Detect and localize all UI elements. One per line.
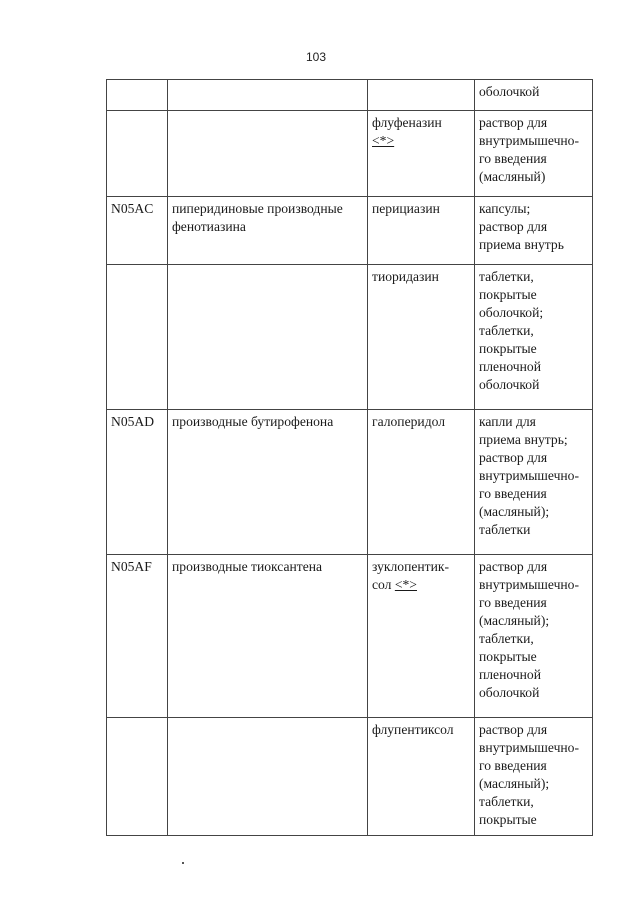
dosage-form-cell <box>475 718 593 836</box>
drug-name-row <box>372 413 470 431</box>
table-row <box>107 410 593 555</box>
dosage-form-line: го введения <box>479 151 547 166</box>
dosage-form-line: покрытые <box>479 812 537 827</box>
footnote-ref-link[interactable]: <*> <box>372 133 395 148</box>
atc-code-cell <box>107 197 168 265</box>
dosage-form-line: раствор для <box>479 450 548 465</box>
dosage-form-line: (масляный); <box>479 613 550 628</box>
drug-name-cell <box>368 111 475 197</box>
dosage-form-line: (масляный); <box>479 504 550 519</box>
pharm-group-cell <box>168 111 368 197</box>
dosage-form-line: го введения <box>479 595 547 610</box>
dosage-form-line: раствор для <box>479 559 548 574</box>
atc-code-cell <box>107 718 168 836</box>
dosage-form-line: покрытые <box>479 287 537 302</box>
table-row <box>107 555 593 718</box>
dosage-form-line: пленочной <box>479 359 541 374</box>
dosage-form-line: внутримышечно- <box>479 133 580 148</box>
atc-code-cell <box>107 265 168 410</box>
pharm-group-cell <box>168 555 368 718</box>
drug-name-row <box>372 114 470 132</box>
pharm-group-line: фенотиазина <box>172 219 246 234</box>
drug-ref-row <box>372 132 470 150</box>
dosage-form-cell <box>475 410 593 555</box>
dosage-form-cell <box>475 265 593 410</box>
pharm-group-cell <box>168 197 368 265</box>
drug-name-line: галоперидол <box>372 414 446 429</box>
pharm-group-cell <box>168 80 368 111</box>
dosage-form-line: го введения <box>479 486 547 501</box>
dosage-form-cell <box>475 111 593 197</box>
dosage-form-line: раствор для <box>479 219 548 234</box>
dosage-form-line: приема внутрь; <box>479 432 568 447</box>
dosage-form-line: покрытые <box>479 649 537 664</box>
dosage-form-line: приема внутрь <box>479 237 564 252</box>
drug-name-cell <box>368 197 475 265</box>
atc-code: N05AD <box>111 414 155 429</box>
atc-code-cell <box>107 410 168 555</box>
atc-code-cell <box>107 111 168 197</box>
drug-name-cell <box>368 80 475 111</box>
drug-name-line: сол <box>372 577 392 592</box>
table-row <box>107 197 593 265</box>
pharm-group-cell <box>168 410 368 555</box>
footnote-ref-link[interactable]: <*> <box>394 577 417 592</box>
pharm-group-cell <box>168 718 368 836</box>
table-row <box>107 80 593 111</box>
dosage-form-line: таблетки, <box>479 323 534 338</box>
atc-code: N05AC <box>111 201 154 216</box>
dosage-form-line: капсулы; <box>479 201 531 216</box>
drug-name-row <box>372 576 470 594</box>
drug-name-cell <box>368 410 475 555</box>
dosage-form-line: таблетки <box>479 522 531 537</box>
stray-mark <box>182 862 184 864</box>
dosage-form-line: оболочкой <box>479 84 540 99</box>
dosage-form-line: го введения <box>479 758 547 773</box>
dosage-form-line: капли для <box>479 414 536 429</box>
table-row <box>107 111 593 197</box>
dosage-form-line: пленочной <box>479 667 541 682</box>
pharm-group-cell <box>168 265 368 410</box>
drug-name-row <box>372 200 470 218</box>
dosage-form-line: покрытые <box>479 341 537 356</box>
dosage-form-cell <box>475 80 593 111</box>
dosage-form-line: (масляный); <box>479 776 550 791</box>
dosage-form-line: раствор для <box>479 115 548 130</box>
dosage-form-line: оболочкой <box>479 685 540 700</box>
drug-name-cell <box>368 555 475 718</box>
dosage-form-line: оболочкой; <box>479 305 544 320</box>
dosage-form-line: внутримышечно- <box>479 740 580 755</box>
dosage-form-cell <box>475 197 593 265</box>
drug-name-line: флуфеназин <box>372 115 442 130</box>
pharm-group-line: производные тиоксантена <box>172 559 323 574</box>
atc-code-cell <box>107 80 168 111</box>
drug-name-row <box>372 721 470 739</box>
dosage-form-line: оболочкой <box>479 377 540 392</box>
dosage-form-line: таблетки, <box>479 269 534 284</box>
page-number: 103 <box>305 50 327 64</box>
table-body <box>107 80 593 836</box>
drug-name-cell <box>368 718 475 836</box>
dosage-form-line: внутримышечно- <box>479 577 580 592</box>
atc-code: N05AF <box>111 559 152 574</box>
dosage-form-line: внутримышечно- <box>479 468 580 483</box>
table-row <box>107 265 593 410</box>
drug-name-line: тиоридазин <box>372 269 439 284</box>
atc-code-cell <box>107 555 168 718</box>
dosage-form-line: (масляный) <box>479 169 546 184</box>
pharm-group-line: пиперидиновые производные <box>172 201 343 216</box>
drug-name-line: зуклопентик- <box>372 559 449 574</box>
dosage-form-cell <box>475 555 593 718</box>
drug-name-cell <box>368 265 475 410</box>
table-row <box>107 718 593 836</box>
drug-name-row <box>372 268 470 286</box>
dosage-form-line: таблетки, <box>479 794 534 809</box>
drug-table <box>106 79 593 836</box>
drug-name-line: перициазин <box>372 201 440 216</box>
pharm-group-line: производные бутирофенона <box>172 414 334 429</box>
drug-name-line: флупентиксол <box>372 722 454 737</box>
dosage-form-line: раствор для <box>479 722 548 737</box>
dosage-form-line: таблетки, <box>479 631 534 646</box>
drug-name-row <box>372 558 470 576</box>
